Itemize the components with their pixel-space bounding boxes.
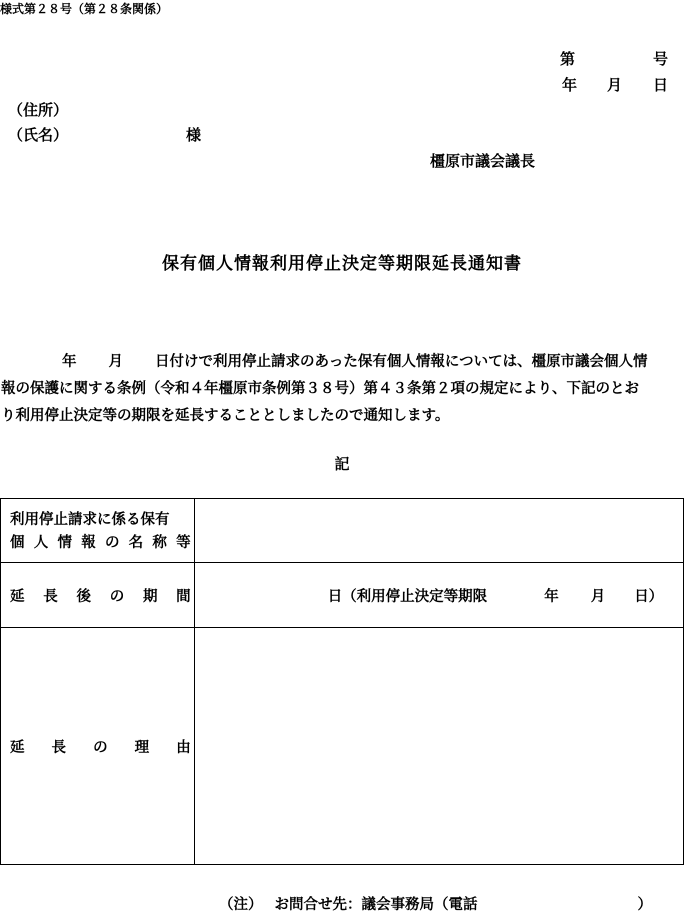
row1-label-char: の (104, 535, 120, 551)
document-number-suffix: 号 (653, 50, 669, 68)
period-day-text: 日（利用停止決定等期限 (327, 588, 488, 605)
row1-value-cell[interactable] (194, 499, 683, 563)
note-contact: お問合せ先：議会事務局（電話 (274, 897, 478, 913)
row1-label-line-2 (1, 531, 194, 552)
row1-label-char: 人 (33, 535, 49, 551)
date-day: 日 (653, 76, 669, 94)
sender-name: 橿原市議会議長 (430, 152, 536, 170)
body-line-3: り利用停止決定等の期限を延長することとしましたので通知します。 (1, 408, 450, 424)
row2-label-char: 期 (142, 588, 158, 605)
row3-label-char: 理 (134, 739, 150, 756)
table-row-info-name (1, 499, 684, 563)
row2-label-char: 間 (176, 588, 191, 605)
row3-label-cell (1, 628, 195, 865)
body-month: 月 (108, 354, 123, 370)
date-year: 年 (562, 76, 578, 94)
row3-label (1, 736, 194, 757)
row2-label (1, 585, 194, 606)
row3-label-char: 延 (10, 739, 25, 756)
row3-label-char: 由 (176, 739, 191, 756)
row1-label-cell (1, 499, 195, 563)
row1-label-char: 名 (128, 535, 144, 551)
table-row-extended-period (1, 563, 684, 628)
row3-label-char: 長 (51, 739, 67, 756)
row2-label-char: 後 (76, 588, 91, 605)
body-paragraph (1, 349, 679, 430)
info-table (0, 498, 684, 865)
note-close: ） (637, 897, 652, 913)
table-row-extension-reason (1, 628, 684, 865)
body-line-2: 報の保護に関する条例（令和４年橿原市条例第３８号）第４３条第２項の規定により、下記のとお (1, 381, 639, 397)
row1-label-char: 報 (81, 535, 96, 551)
row1-label-char: 情 (57, 535, 72, 551)
document-number-prefix: 第 (560, 50, 576, 68)
row2-value-cell[interactable] (194, 563, 683, 628)
name-label: （氏名） (8, 126, 69, 144)
form-number-label: 様式第２８号（第２８条関係） (0, 2, 169, 16)
address-label: （住所） (8, 101, 69, 119)
period-year: 年 (544, 588, 559, 605)
period-text (195, 585, 683, 606)
body-line-1 (1, 349, 679, 376)
row3-value-cell[interactable] (194, 628, 683, 865)
period-month: 月 (590, 588, 606, 605)
body-line-1-text: 日付けで利用停止請求のあった保有個人情報については、橿原市議会個人情 (155, 354, 648, 370)
row1-label-line-1: 利用停止請求に係る保有 (10, 512, 170, 528)
honorific: 様 (186, 126, 202, 144)
ki-heading: 記 (334, 455, 350, 473)
row2-label-cell (1, 563, 195, 628)
note-prefix: （注） (219, 897, 263, 913)
row1-label-char: 等 (176, 535, 191, 551)
period-day-end: 日） (634, 588, 664, 605)
row1-label-char: 個 (10, 535, 25, 551)
date-month: 月 (607, 76, 623, 94)
row2-label-char: 延 (10, 588, 25, 605)
body-year: 年 (62, 354, 77, 370)
row2-label-char: 長 (43, 588, 58, 605)
row1-label-char: 称 (152, 535, 167, 551)
row3-label-char: の (93, 739, 108, 756)
row2-label-char: の (109, 588, 125, 605)
document-title: 保有個人情報利用停止決定等期限延長通知書 (162, 254, 522, 274)
